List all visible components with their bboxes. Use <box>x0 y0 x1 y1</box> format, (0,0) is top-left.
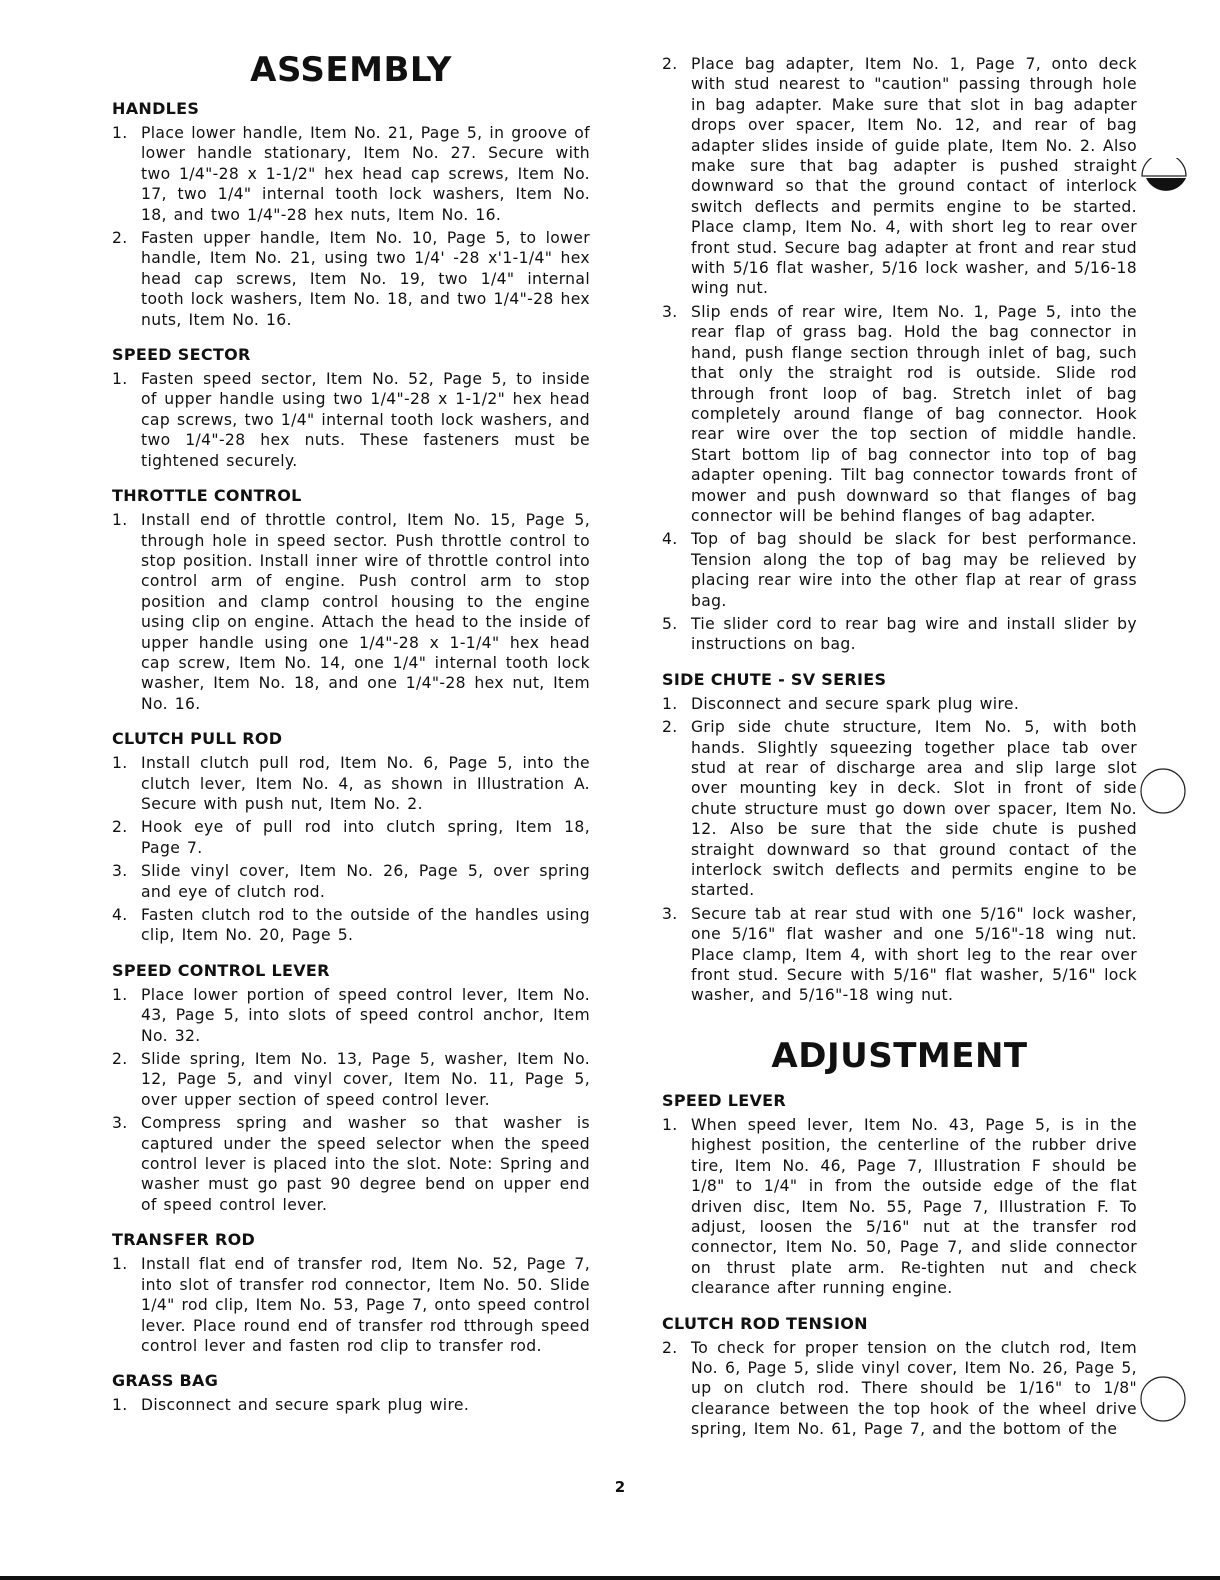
handles-list <box>112 123 590 330</box>
list-item: 4. Top of bag should be slack for best performance. Tension along the top of bag may be relieved by placing rear wire into the other flap at rear of grass bag. <box>662 530 1137 610</box>
list-item: 3. Secure tab at rear stud with one 5/16" lock washer, one 5/16" flat washer and one 5/16"-18 wing nut. Place clamp, Item 4, with short leg to the rear over front stud. Secure with 5/16" flat washer, 5/16" lock washer, and 5/16"-18 wing nut. <box>662 904 1137 1005</box>
list-item: 5. Tie slider cord to rear bag wire and install slider by instructions on bag. <box>662 614 1137 654</box>
list-item: 2. Hook eye of pull rod into clutch spring, Item 18, Page 7. <box>112 818 590 857</box>
list-item: 2. Fasten upper handle, Item No. 10, Page 5, to lower handle, Item No. 21, using two 1/4' -28 x'1-1/4" hex head cap screws, Item No. 19, two 1/4" internal tooth lock washers, Item No. 18, and two 1/4"-28 hex nuts, Item No. 16. <box>112 229 590 329</box>
grass-bag-heading: GRASS BAG <box>112 1371 219 1391</box>
list-item: 2. Slide spring, Item No. 13, Page 5, washer, Item No. 12, Page 5, and vinyl cover, Item No. 11, Page 5, over upper section of speed control lever. <box>112 1050 590 1109</box>
list-item: 1. Disconnect and secure spark plug wire. <box>112 1396 470 1415</box>
list-item: 4. Fasten clutch rod to the outside of the handles using clip, Item No. 20, Page 5. <box>112 906 590 945</box>
list-item: 2. To check for proper tension on the clutch rod, Item No. 6, Page 5, slide vinyl cover, Item No. 26, Page 5, up on clutch rod. There should be 1/16" to 1/8" clearance between the top hook of the wheel drive spring, Item No. 61, Page 7, and the bottom of the <box>662 1338 1137 1439</box>
list-item: 3. Slip ends of rear wire, Item No. 1, Page 5, into the rear flap of grass bag. Hold the bag connector in hand, push flange section through inlet of bag, such that only the straight rod is outside. Slide rod through front loop of bag. Stretch inlet of bag completely around flange of bag connector. Hook rear wire over the top section of middle handle. Start bottom lip of bag connector into top of bag adapter opening. Tilt bag connector towards front of mower and push downward so that flanges of bag connector will be behind flanges of bag adapter. <box>662 302 1137 525</box>
clutch-rod-tension-heading: CLUTCH ROD TENSION <box>662 1313 868 1333</box>
handles-heading: HANDLES <box>112 99 200 118</box>
bottom-border <box>0 1576 1220 1580</box>
list-item: 1. Install end of throttle control, Item No. 15, Page 5, through hole in speed sector. Push throttle control to stop position. Install inner wire of throttle control into control arm of engine. Push control arm to stop position and clamp control housing to the engine using clip on engine. Attach the head to the inside of upper handle using one 1/4"-28 x 1-1/4" hex head cap screw, Item No. 14, one 1/4" internal tooth lock washer, Item No. 18, and one 1/4"-28 hex nut, Item No. 16. <box>112 511 590 713</box>
adjustment-title: ADJUSTMENT <box>771 1035 1028 1076</box>
grass-bag-list-start <box>112 1395 590 1415</box>
throttle-control-heading: THROTTLE CONTROL <box>112 486 302 506</box>
clutch-pull-rod-list <box>112 753 590 946</box>
list-item: 1. Fasten speed sector, Item No. 52, Page 5, to inside of upper handle using two 1/4"-28 x 1-1/2" hex head cap screws, two 1/4" internal tooth lock washers, and two 1/4"-28 hex nuts. These fasteners must be tightened securely. <box>112 370 590 470</box>
side-chute-heading: SIDE CHUTE - SV SERIES <box>662 669 887 689</box>
side-chute-list <box>662 694 1137 1006</box>
list-item: 1. Place lower portion of speed control lever, Item No. 43, Page 5, into slots of speed control anchor, Item No. 32. <box>112 985 590 1045</box>
throttle-control-list <box>112 510 590 714</box>
speed-control-lever-heading: SPEED CONTROL LEVER <box>112 960 330 980</box>
list-item: 1. Place lower handle, Item No. 21, Page 5, in groove of lower handle stationary, Item No. 27. Secure with two 1/4"-28 x 1-1/2" hex head cap screws, Item No. 17, two 1/4" internal tooth lock washers, Item No. 18, and two 1/4"-28 hex nuts, Item No. 16. <box>112 124 590 224</box>
assembly-title: ASSEMBLY <box>250 50 452 90</box>
punch-hole-icon <box>1138 1374 1188 1424</box>
list-item: 1. Disconnect and secure spark plug wire. <box>662 694 1020 713</box>
clutch-pull-rod-heading: CLUTCH PULL ROD <box>112 729 283 749</box>
transfer-rod-heading: TRANSFER ROD <box>112 1230 256 1250</box>
speed-control-lever-list <box>112 985 590 1215</box>
grass-bag-list-continued <box>662 54 1137 655</box>
punch-hole-icon <box>1140 158 1188 206</box>
speed-sector-heading: SPEED SECTOR <box>112 345 251 365</box>
punch-hole-icon <box>1138 766 1188 816</box>
speed-lever-list <box>662 1115 1137 1299</box>
list-item: 3. Compress spring and washer so that washer is captured under the speed selector when the speed control lever is placed into the slot. Note: Spring and washer must go past 90 degree bend on upper end of speed control lever. <box>112 1114 590 1214</box>
transfer-rod-list <box>112 1254 590 1356</box>
list-item: 1. Install flat end of transfer rod, Item No. 52, Page 7, into slot of transfer rod connector, Item No. 50. Slide 1/4" rod clip, Item No. 53, Page 7, onto speed control lever. Place round end of transfer rod tthrough speed control lever and fasten rod clip to transfer rod. <box>112 1255 590 1355</box>
speed-lever-heading: SPEED LEVER <box>662 1090 787 1110</box>
right-column <box>662 54 1137 1440</box>
list-item: 2. Place bag adapter, Item No. 1, Page 7, onto deck with stud nearest to "caution" passing through hole in bag adapter. Make sure that slot in bag adapter drops over spacer, Item No. 12, and rear of bag adapter slides inside of guide plate, Item No. 2. Also make sure that bag adapter is pushed straight downward so that the ground contact of interlock switch deflects and permits engine to be started. Place clamp, Item No. 4, with short leg to rear over front stud. Secure bag adapter at front and rear stud with 5/16 flat washer, 5/16 lock washer, and 5/16-18 wing nut. <box>662 55 1137 298</box>
list-item: 2. Grip side chute structure, Item No. 5, with both hands. Slightly squeezing together place tab over stud at rear of discharge area and slip large slot over mounting key in deck. Slot in front of side chute structure must go down over spacer, Item No. 12. Also be sure that the side chute is pushed straight downward so that ground contact of the interlock switch deflects and permits engine to be started. <box>662 718 1137 900</box>
list-item: 1. Install clutch pull rod, Item No. 6, Page 5, into the clutch lever, Item No. 4, as shown in Illustration A. Secure with push nut, Item No. 2. <box>112 754 590 813</box>
left-column <box>112 0 590 1416</box>
list-item: 1. When speed lever, Item No. 43, Page 5, is in the highest position, the centerline of the rubber drive tire, Item No. 46, Page 7, Illustration F should be 1/8" to 1/4" in from the outside edge of the flat driven disc, Item No. 55, Page 7, Illustration F. To adjust, loosen the 5/16" nut at the transfer rod connector, Item No. 50, Page 7, and slide connector on thrust plate arm. Re-tighten nut and check clearance after running engine. <box>662 1115 1137 1298</box>
page-number: 2 <box>614 1478 626 1496</box>
clutch-rod-tension-list <box>662 1338 1137 1440</box>
list-item: 3. Slide vinyl cover, Item No. 26, Page 5, over spring and eye of clutch rod. <box>112 862 590 901</box>
speed-sector-list <box>112 369 590 471</box>
